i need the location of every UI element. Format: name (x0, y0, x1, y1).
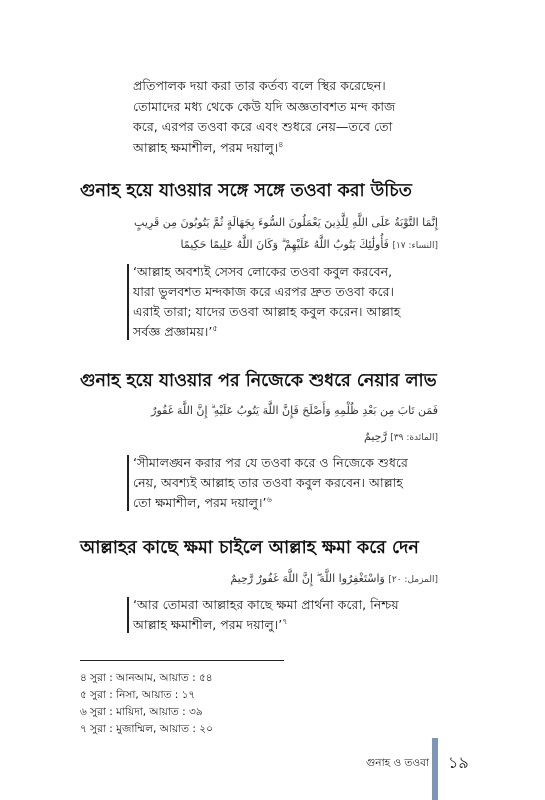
intro-line: তোমাদের মধ্য থেকে কেউ যদি অজ্ঞতাবশত মন্দ কাজ (133, 98, 396, 114)
arabic-reference: [المزمل: ٢٠] (388, 575, 438, 585)
intro-paragraph (133, 76, 433, 158)
translation-line: ‘আর তোমরা আল্লাহর কাছে ক্ষমা প্রার্থনা করো, নিশ্চয় (133, 597, 399, 612)
footnote-divider (80, 660, 284, 661)
translation-line: সর্বজ্ঞ প্রজ্ঞাময়।’$^৫$ (133, 323, 218, 339)
footnotes (80, 670, 213, 738)
translation-line: ‘সীমালঙ্ঘন করার পর যে তওবা করে ও নিজেকে শুধরে (133, 455, 408, 470)
translation-quote (133, 262, 438, 342)
footnote: ৬ সুরা : মায়িদা, আয়াত : ৩৯ (80, 706, 203, 718)
arabic-verse-line: فَمَن تَابَ مِن بَعْدِ ظُلْمِهِ وَأَصْلَحَ فَإِنَّ اللَّهَ يَتُوبُ عَلَيْهِ ۗ إِنَّ اللَّهَ غَفُورٌ (151, 404, 438, 417)
translation-line: যারা ভুলবশত মন্দকাজ করে এরপর দ্রুত তওবা করে। (133, 284, 394, 299)
arabic-verse-line: [النساء: ١٧] فَأُولَٰئِكَ يَتُوبُ اللَّهُ عَلَيْهِمْ ۗ وَكَانَ اللَّهُ عَلِيمًا حَكِيمًا (180, 238, 438, 251)
section-heading: গুনাহ হয়ে যাওয়ার পর নিজেকে শুধরে নেয়ার লাভ (80, 371, 437, 391)
translation-line: তো ক্ষমাশীল, পরম দয়ালু।’$^৬$ (133, 494, 272, 510)
translation-line: ‘আল্লাহ অবশ্যই সেসব লোকের তওবা কবুল করবেন, (133, 264, 393, 279)
footnote: ৭ সুরা : মুজাম্মিল, আয়াত : ২০ (80, 723, 213, 735)
translation-quote (133, 595, 438, 635)
section-heading: আল্লাহর কাছে ক্ষমা চাইলে আল্লাহ ক্ষমা করে দেন (80, 538, 419, 558)
translation-line: এরাই তারা; যাদের তওবা আল্লাহ কবুল করেন। আল্লাহ (133, 304, 401, 319)
quote-bar (127, 264, 129, 340)
arabic-verse-line: [المزمل: ٢٠] وَاسْتَغْفِرُوا اللَّهَ ۖ إِنَّ اللَّهَ غَفُورٌ رَّحِيمٌ (230, 572, 438, 585)
footnote: ৪ সুরা : আনআম, আয়াত : ৫৪ (80, 672, 213, 684)
arabic-reference: [النساء: ١٧] (392, 241, 438, 251)
page-edge-tab (432, 738, 438, 800)
section-heading: গুনাহ হয়ে যাওয়ার সঙ্গে সঙ্গে তওবা করা উচিত (80, 181, 412, 201)
arabic-verse-line: [المائدة: ٣٩] رَّحِيمٌ (364, 430, 438, 443)
translation-quote (133, 453, 438, 513)
running-head: গুনাহ ও তওবা (366, 757, 430, 769)
translation-line: আল্লাহ ক্ষমাশীল, পরম দয়ালু।’$^৭$ (133, 616, 288, 632)
intro-line: প্রতিপালক দয়া করা তার কর্তব্য বলে স্থির করেছেন। (133, 78, 386, 93)
footnote-ref: ৬ (266, 494, 272, 504)
footnote: ৫ সুরা : নিসা, আয়াত : ১৭ (80, 689, 196, 701)
translation-line: নেয়, অবশ্যই আল্লাহ তার তওবা কবুল করবেন। আল্লাহ (133, 475, 403, 490)
footnote-ref: ৪ (278, 139, 284, 149)
quote-bar (127, 455, 129, 511)
footnote-ref: ৭ (282, 616, 288, 626)
arabic-verse-line: إِنَّمَا التَّوْبَةُ عَلَى اللَّهِ لِلَّذِينَ يَعْمَلُونَ السُّوءَ بِجَهَالَةٍ ثُمَّ يَتُوبُونَ مِن قَرِيبٍ (134, 216, 438, 229)
quote-bar (127, 597, 129, 633)
footnote-ref: ৫ (212, 323, 218, 333)
intro-line: আল্লাহ ক্ষমাশীল, পরম দয়ালু।$^৪$ (133, 139, 284, 155)
page-number: ১৯ (448, 753, 469, 772)
intro-line: করে, এরপর তওবা করে এবং শুধরে নেয়—তবে তো (133, 119, 393, 134)
arabic-reference: [المائدة: ٣٩] (390, 433, 438, 443)
